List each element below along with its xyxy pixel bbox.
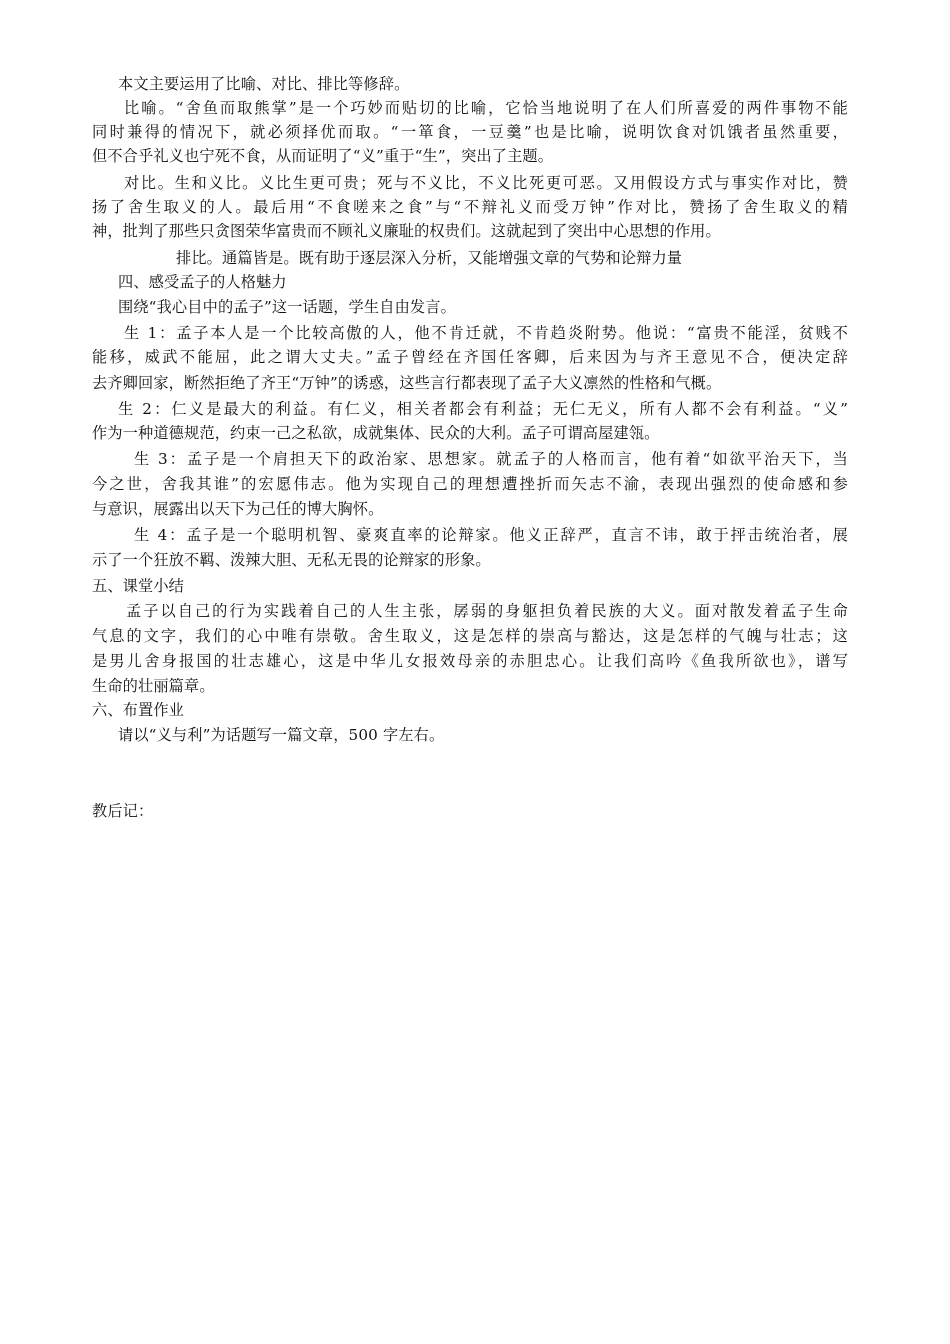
parallelism-line: 排比。通篇皆是。既有助于逐层深入分析，又能增强文章的气势和论辩力量 [176,249,683,267]
student-4-line-1: 生 4：孟子是一个聪明机智、豪爽直率的论辩家。他义正辞严，直言不讳，敢于抨击统治者，展 [134,526,848,544]
section-5-heading: 五、课堂小结 [92,577,185,595]
metaphor-line-2: 同时兼得的情况下，就必须择优而取。“一箪食，一豆羹”也是比喻，说明饮食对饥饿者虽然重要， [92,123,848,141]
student-3-line-3: 与意识，展露出以天下为己任的博大胸怀。 [92,500,384,518]
contrast-line-1: 对比。生和义比。义比生更可贵；死与不义比，不义比死更可恶。又用假设方式与事实作对比，赞 [124,174,848,192]
student-1-line-2: 能移，威武不能屈，此之谓大丈夫。”孟子曾经在齐国任客卿，后来因为与齐王意见不合，便决定辞 [92,348,848,366]
section-6-heading: 六、布置作业 [92,701,185,719]
student-3-line-1: 生 3：孟子是一个肩担天下的政治家、思想家。就孟子的人格而言，他有着“如欲平治天下，当 [134,450,848,468]
homework-line: 请以“义与利”为话题写一篇文章，500 字左右。 [118,726,445,744]
contrast-line-3: 神，批判了那些只贪图荣华富贵而不顾礼义廉耻的权贵们。这就起到了突出中心思想的作用。 [92,222,721,240]
metaphor-line-3: 但不合乎礼义也宁死不食，从而证明了“义”重于“生”，突出了主题。 [92,147,554,165]
summary-line-2: 气息的文字，我们的心中唯有崇敬。舍生取义，这是怎样的崇高与豁达，这是怎样的气魄与壮志；这 [92,627,848,645]
student-2-line-1: 生 2：仁义是最大的利益。有仁义，相关者都会有利益；无仁无义，所有人都不会有利益。“义” [118,400,848,418]
metaphor-line-1: 比喻。“舍鱼而取熊掌”是一个巧妙而贴切的比喻，它恰当地说明了在人们所喜爱的两件事物不能 [124,99,848,117]
contrast-line-2: 扬了舍生取义的人。最后用“不食嗟来之食”与“不辩礼义而受万钟”作对比，赞扬了舍生取义的精 [92,198,848,216]
section-4-heading: 四、感受孟子的人格魅力 [118,273,287,291]
post-class-notes-label: 教后记： [92,802,154,820]
summary-line-4: 生命的壮丽篇章。 [92,677,215,695]
student-4-line-2: 示了一个狂放不羁、泼辣大胆、无私无畏的论辩家的形象。 [92,551,491,569]
summary-line-1: 孟子以自己的行为实践着自己的人生主张，孱弱的身躯担负着民族的大义。面对散发着孟子生命 [126,602,848,620]
student-1-line-3: 去齐卿回家，断然拒绝了齐王“万钟”的诱惑，这些言行都表现了孟子大义凛然的性格和气概。 [92,374,722,392]
section-4-intro: 围绕“我心目中的孟子”这一话题，学生自由发言。 [118,298,456,316]
student-3-line-2: 今之世，舍我其谁”的宏愿伟志。他为实现自己的理想遭挫折而矢志不渝，表现出强烈的使命感和参 [92,475,848,493]
rhetoric-intro: 本文主要运用了比喻、对比、排比等修辞。 [118,75,410,93]
summary-line-3: 是男儿舍身报国的壮志雄心，这是中华儿女报效母亲的赤胆忠心。让我们高吟《鱼我所欲也》，谱写 [92,652,848,670]
student-1-line-1: 生 1：孟子本人是一个比较高傲的人，他不肯迁就，不肯趋炎附势。他说：“富贵不能淫，贫贱不 [124,324,848,342]
student-2-line-2: 作为一种道德规范，约束一己之私欲，成就集体、民众的大利。孟子可谓高屋建瓴。 [92,424,660,442]
